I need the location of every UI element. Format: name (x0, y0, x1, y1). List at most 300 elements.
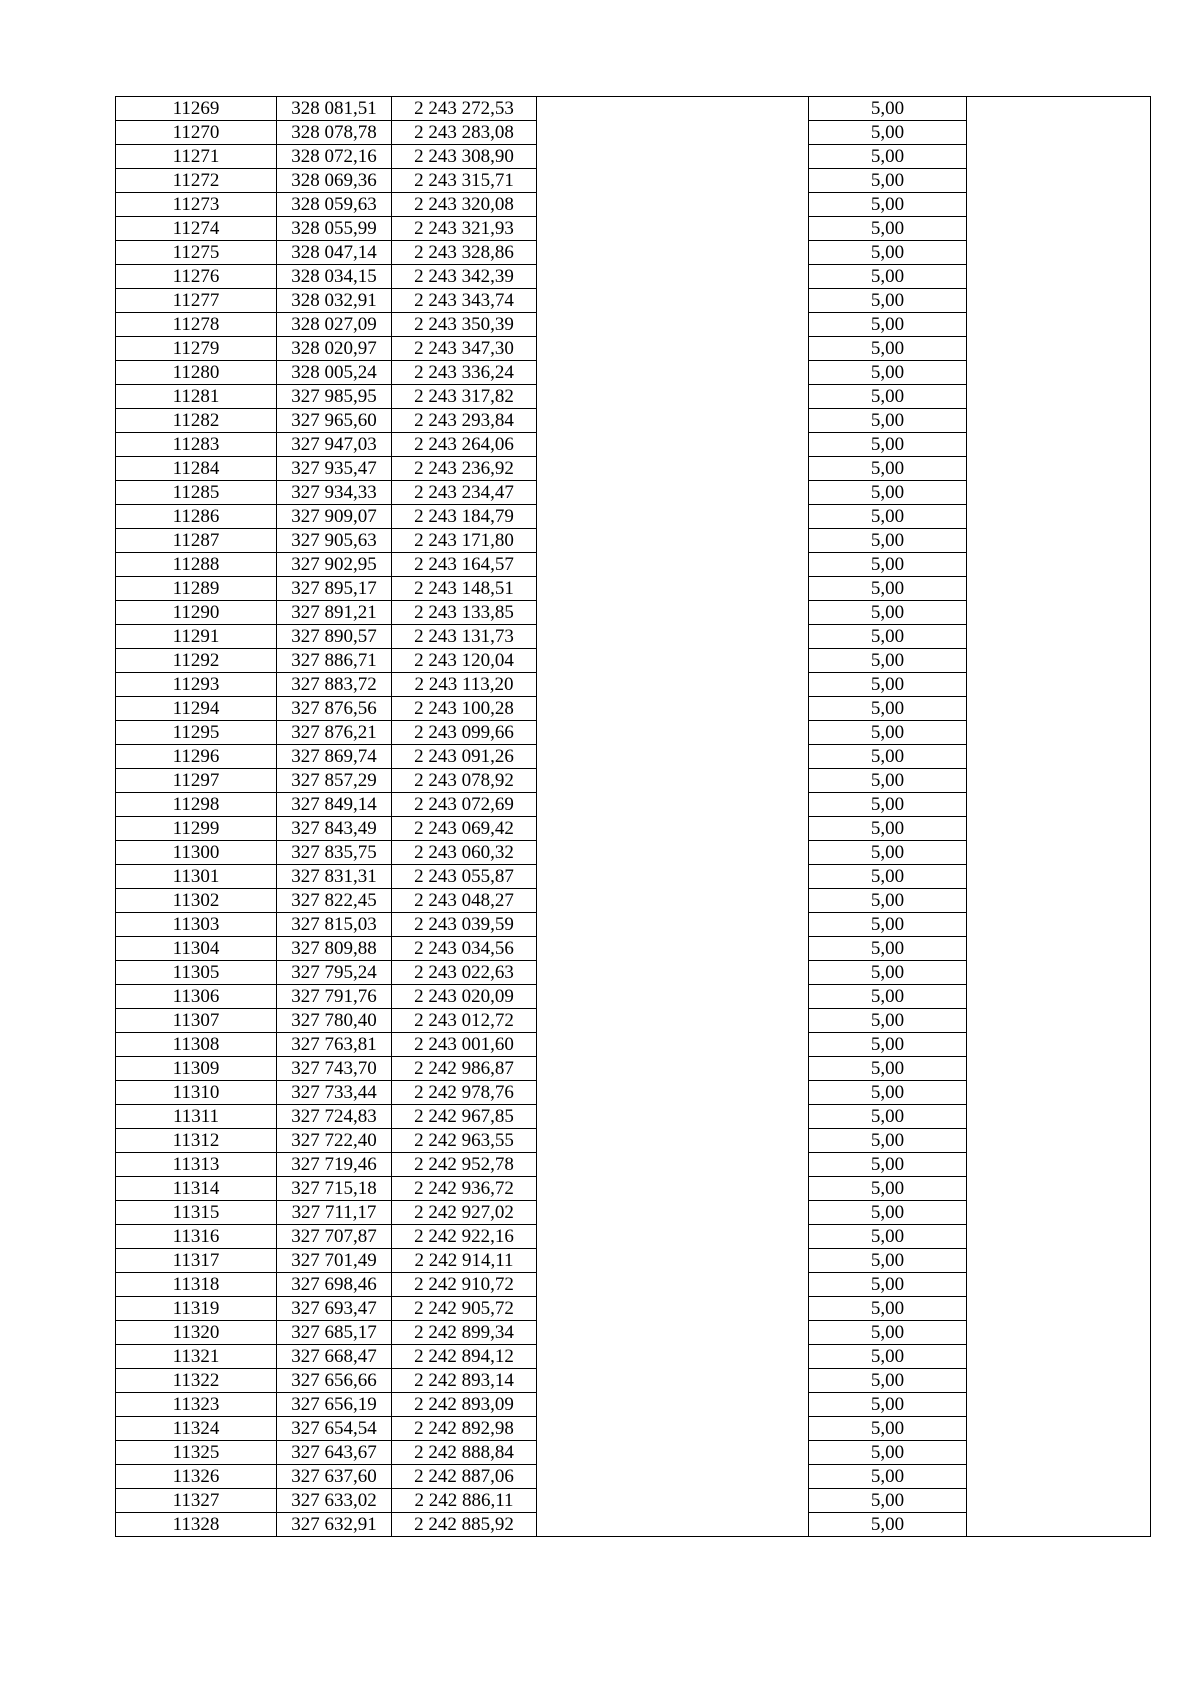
value-cell: 5,00 (809, 1273, 967, 1297)
empty-cell (967, 625, 1151, 649)
value-cell: 5,00 (809, 985, 967, 1009)
y-coordinate-cell: 2 243 012,72 (392, 1009, 537, 1033)
table-row (116, 1441, 1151, 1465)
value-cell: 5,00 (809, 1105, 967, 1129)
value-cell: 5,00 (809, 121, 967, 145)
empty-cell (537, 841, 809, 865)
empty-cell (967, 865, 1151, 889)
table-row (116, 289, 1151, 313)
y-coordinate-cell: 2 243 164,57 (392, 553, 537, 577)
empty-cell (967, 961, 1151, 985)
point-number-cell: 11281 (116, 385, 277, 409)
value-cell: 5,00 (809, 625, 967, 649)
point-number-cell: 11292 (116, 649, 277, 673)
value-cell: 5,00 (809, 1153, 967, 1177)
x-coordinate-cell: 327 934,33 (277, 481, 392, 505)
x-coordinate-cell: 327 715,18 (277, 1177, 392, 1201)
empty-cell (967, 313, 1151, 337)
empty-cell (537, 169, 809, 193)
table-row (116, 1513, 1151, 1537)
empty-cell (537, 721, 809, 745)
point-number-cell: 11317 (116, 1249, 277, 1273)
point-number-cell: 11276 (116, 265, 277, 289)
table-row (116, 793, 1151, 817)
table-row (116, 337, 1151, 361)
empty-cell (967, 1033, 1151, 1057)
empty-cell (967, 1273, 1151, 1297)
empty-cell (967, 1369, 1151, 1393)
empty-cell (537, 121, 809, 145)
table-row (116, 1417, 1151, 1441)
empty-cell (537, 1489, 809, 1513)
empty-cell (967, 529, 1151, 553)
value-cell: 5,00 (809, 217, 967, 241)
empty-cell (967, 121, 1151, 145)
value-cell: 5,00 (809, 1057, 967, 1081)
point-number-cell: 11299 (116, 817, 277, 841)
y-coordinate-cell: 2 242 978,76 (392, 1081, 537, 1105)
y-coordinate-cell: 2 242 888,84 (392, 1441, 537, 1465)
empty-cell (967, 265, 1151, 289)
y-coordinate-cell: 2 243 321,93 (392, 217, 537, 241)
value-cell: 5,00 (809, 1513, 967, 1537)
x-coordinate-cell: 327 822,45 (277, 889, 392, 913)
table-row (116, 865, 1151, 889)
empty-cell (537, 1033, 809, 1057)
x-coordinate-cell: 328 059,63 (277, 193, 392, 217)
x-coordinate-cell: 327 809,88 (277, 937, 392, 961)
table-row (116, 1273, 1151, 1297)
point-number-cell: 11323 (116, 1393, 277, 1417)
table-row (116, 1393, 1151, 1417)
empty-cell (537, 457, 809, 481)
x-coordinate-cell: 327 795,24 (277, 961, 392, 985)
empty-cell (967, 1393, 1151, 1417)
value-cell: 5,00 (809, 313, 967, 337)
x-coordinate-cell: 327 693,47 (277, 1297, 392, 1321)
empty-cell (967, 1153, 1151, 1177)
x-coordinate-cell: 327 849,14 (277, 793, 392, 817)
empty-cell (537, 1081, 809, 1105)
empty-cell (537, 1417, 809, 1441)
point-number-cell: 11288 (116, 553, 277, 577)
empty-cell (967, 577, 1151, 601)
empty-cell (537, 817, 809, 841)
x-coordinate-cell: 327 886,71 (277, 649, 392, 673)
x-coordinate-cell: 327 698,46 (277, 1273, 392, 1297)
empty-cell (537, 265, 809, 289)
table-row (116, 673, 1151, 697)
point-number-cell: 11284 (116, 457, 277, 481)
y-coordinate-cell: 2 243 343,74 (392, 289, 537, 313)
empty-cell (537, 241, 809, 265)
y-coordinate-cell: 2 242 893,09 (392, 1393, 537, 1417)
value-cell: 5,00 (809, 1033, 967, 1057)
empty-cell (537, 433, 809, 457)
x-coordinate-cell: 327 643,67 (277, 1441, 392, 1465)
value-cell: 5,00 (809, 1465, 967, 1489)
empty-cell (967, 1225, 1151, 1249)
y-coordinate-cell: 2 243 078,92 (392, 769, 537, 793)
x-coordinate-cell: 327 876,21 (277, 721, 392, 745)
empty-cell (967, 1513, 1151, 1537)
y-coordinate-cell: 2 242 887,06 (392, 1465, 537, 1489)
x-coordinate-cell: 327 656,19 (277, 1393, 392, 1417)
empty-cell (537, 697, 809, 721)
y-coordinate-cell: 2 242 885,92 (392, 1513, 537, 1537)
value-cell: 5,00 (809, 745, 967, 769)
table-row (116, 529, 1151, 553)
empty-cell (537, 337, 809, 361)
table-row (116, 145, 1151, 169)
y-coordinate-cell: 2 243 048,27 (392, 889, 537, 913)
y-coordinate-cell: 2 242 967,85 (392, 1105, 537, 1129)
point-number-cell: 11314 (116, 1177, 277, 1201)
point-number-cell: 11302 (116, 889, 277, 913)
value-cell: 5,00 (809, 193, 967, 217)
y-coordinate-cell: 2 243 184,79 (392, 505, 537, 529)
y-coordinate-cell: 2 243 347,30 (392, 337, 537, 361)
point-number-cell: 11291 (116, 625, 277, 649)
table-row (116, 1057, 1151, 1081)
table-row (116, 457, 1151, 481)
point-number-cell: 11309 (116, 1057, 277, 1081)
y-coordinate-cell: 2 243 100,28 (392, 697, 537, 721)
point-number-cell: 11296 (116, 745, 277, 769)
empty-cell (967, 433, 1151, 457)
empty-cell (967, 1345, 1151, 1369)
value-cell: 5,00 (809, 97, 967, 121)
x-coordinate-cell: 327 857,29 (277, 769, 392, 793)
empty-cell (967, 145, 1151, 169)
empty-cell (967, 601, 1151, 625)
point-number-cell: 11328 (116, 1513, 277, 1537)
x-coordinate-cell: 327 791,76 (277, 985, 392, 1009)
x-coordinate-cell: 328 020,97 (277, 337, 392, 361)
y-coordinate-cell: 2 243 120,04 (392, 649, 537, 673)
y-coordinate-cell: 2 243 342,39 (392, 265, 537, 289)
empty-cell (537, 865, 809, 889)
value-cell: 5,00 (809, 1177, 967, 1201)
x-coordinate-cell: 328 072,16 (277, 145, 392, 169)
y-coordinate-cell: 2 243 315,71 (392, 169, 537, 193)
table-row (116, 169, 1151, 193)
empty-cell (967, 1057, 1151, 1081)
table-row (116, 1465, 1151, 1489)
table-row (116, 697, 1151, 721)
empty-cell (537, 1009, 809, 1033)
empty-cell (537, 649, 809, 673)
point-number-cell: 11321 (116, 1345, 277, 1369)
point-number-cell: 11286 (116, 505, 277, 529)
table-row (116, 1489, 1151, 1513)
empty-cell (967, 1081, 1151, 1105)
empty-cell (537, 1441, 809, 1465)
value-cell: 5,00 (809, 1417, 967, 1441)
y-coordinate-cell: 2 243 034,56 (392, 937, 537, 961)
empty-cell (537, 505, 809, 529)
empty-cell (537, 1153, 809, 1177)
table-row (116, 481, 1151, 505)
empty-cell (537, 217, 809, 241)
table-row (116, 769, 1151, 793)
table-row (116, 577, 1151, 601)
empty-cell (537, 769, 809, 793)
empty-cell (967, 289, 1151, 313)
empty-cell (967, 1465, 1151, 1489)
x-coordinate-cell: 327 843,49 (277, 817, 392, 841)
x-coordinate-cell: 327 724,83 (277, 1105, 392, 1129)
table-row (116, 841, 1151, 865)
value-cell: 5,00 (809, 337, 967, 361)
value-cell: 5,00 (809, 841, 967, 865)
x-coordinate-cell: 327 722,40 (277, 1129, 392, 1153)
y-coordinate-cell: 2 243 328,86 (392, 241, 537, 265)
table-row (116, 97, 1151, 121)
y-coordinate-cell: 2 242 927,02 (392, 1201, 537, 1225)
x-coordinate-cell: 328 047,14 (277, 241, 392, 265)
empty-cell (537, 1465, 809, 1489)
empty-cell (537, 1321, 809, 1345)
empty-cell (967, 169, 1151, 193)
empty-cell (967, 1249, 1151, 1273)
point-number-cell: 11282 (116, 409, 277, 433)
empty-cell (537, 145, 809, 169)
empty-cell (537, 193, 809, 217)
x-coordinate-cell: 327 902,95 (277, 553, 392, 577)
table-row (116, 1105, 1151, 1129)
point-number-cell: 11300 (116, 841, 277, 865)
y-coordinate-cell: 2 242 910,72 (392, 1273, 537, 1297)
point-number-cell: 11311 (116, 1105, 277, 1129)
y-coordinate-cell: 2 242 892,98 (392, 1417, 537, 1441)
table-row (116, 889, 1151, 913)
y-coordinate-cell: 2 243 069,42 (392, 817, 537, 841)
empty-cell (967, 457, 1151, 481)
empty-cell (537, 385, 809, 409)
y-coordinate-cell: 2 243 091,26 (392, 745, 537, 769)
x-coordinate-cell: 327 707,87 (277, 1225, 392, 1249)
value-cell: 5,00 (809, 145, 967, 169)
y-coordinate-cell: 2 243 336,24 (392, 361, 537, 385)
x-coordinate-cell: 327 876,56 (277, 697, 392, 721)
x-coordinate-cell: 327 763,81 (277, 1033, 392, 1057)
value-cell: 5,00 (809, 1297, 967, 1321)
x-coordinate-cell: 327 656,66 (277, 1369, 392, 1393)
point-number-cell: 11322 (116, 1369, 277, 1393)
empty-cell (537, 1297, 809, 1321)
y-coordinate-cell: 2 243 148,51 (392, 577, 537, 601)
y-coordinate-cell: 2 243 113,20 (392, 673, 537, 697)
y-coordinate-cell: 2 243 131,73 (392, 625, 537, 649)
point-number-cell: 11298 (116, 793, 277, 817)
empty-cell (967, 1441, 1151, 1465)
table-row (116, 1153, 1151, 1177)
y-coordinate-cell: 2 242 905,72 (392, 1297, 537, 1321)
value-cell: 5,00 (809, 961, 967, 985)
value-cell: 5,00 (809, 1489, 967, 1513)
empty-cell (967, 1129, 1151, 1153)
point-number-cell: 11312 (116, 1129, 277, 1153)
table-row (116, 1177, 1151, 1201)
value-cell: 5,00 (809, 289, 967, 313)
point-number-cell: 11294 (116, 697, 277, 721)
table-row (116, 745, 1151, 769)
table-row (116, 553, 1151, 577)
point-number-cell: 11310 (116, 1081, 277, 1105)
y-coordinate-cell: 2 242 914,11 (392, 1249, 537, 1273)
empty-cell (967, 769, 1151, 793)
empty-cell (967, 1297, 1151, 1321)
point-number-cell: 11318 (116, 1273, 277, 1297)
point-number-cell: 11280 (116, 361, 277, 385)
x-coordinate-cell: 327 685,17 (277, 1321, 392, 1345)
point-number-cell: 11289 (116, 577, 277, 601)
value-cell: 5,00 (809, 1201, 967, 1225)
empty-cell (537, 1273, 809, 1297)
empty-cell (537, 601, 809, 625)
x-coordinate-cell: 328 081,51 (277, 97, 392, 121)
value-cell: 5,00 (809, 433, 967, 457)
point-number-cell: 11295 (116, 721, 277, 745)
table-row (116, 1297, 1151, 1321)
empty-cell (967, 409, 1151, 433)
x-coordinate-cell: 327 668,47 (277, 1345, 392, 1369)
point-number-cell: 11305 (116, 961, 277, 985)
value-cell: 5,00 (809, 1081, 967, 1105)
value-cell: 5,00 (809, 1393, 967, 1417)
point-number-cell: 11313 (116, 1153, 277, 1177)
value-cell: 5,00 (809, 889, 967, 913)
table-row (116, 1249, 1151, 1273)
table-row (116, 241, 1151, 265)
empty-cell (967, 553, 1151, 577)
point-number-cell: 11326 (116, 1465, 277, 1489)
point-number-cell: 11269 (116, 97, 277, 121)
x-coordinate-cell: 327 711,17 (277, 1201, 392, 1225)
x-coordinate-cell: 327 909,07 (277, 505, 392, 529)
empty-cell (967, 481, 1151, 505)
point-number-cell: 11279 (116, 337, 277, 361)
empty-cell (537, 1225, 809, 1249)
table-row (116, 265, 1151, 289)
value-cell: 5,00 (809, 913, 967, 937)
value-cell: 5,00 (809, 505, 967, 529)
table-row (116, 985, 1151, 1009)
empty-cell (537, 1105, 809, 1129)
x-coordinate-cell: 327 637,60 (277, 1465, 392, 1489)
table-row (116, 385, 1151, 409)
value-cell: 5,00 (809, 529, 967, 553)
empty-cell (967, 1009, 1151, 1033)
y-coordinate-cell: 2 243 317,82 (392, 385, 537, 409)
point-number-cell: 11272 (116, 169, 277, 193)
empty-cell (967, 673, 1151, 697)
empty-cell (967, 1417, 1151, 1441)
table-row (116, 1033, 1151, 1057)
table-row (116, 121, 1151, 145)
value-cell: 5,00 (809, 865, 967, 889)
table-row (116, 937, 1151, 961)
empty-cell (967, 841, 1151, 865)
empty-cell (967, 241, 1151, 265)
y-coordinate-cell: 2 243 022,63 (392, 961, 537, 985)
table-row (116, 1345, 1151, 1369)
empty-cell (967, 217, 1151, 241)
empty-cell (967, 985, 1151, 1009)
value-cell: 5,00 (809, 577, 967, 601)
coordinates-table (115, 96, 1151, 1537)
empty-cell (967, 505, 1151, 529)
empty-cell (537, 625, 809, 649)
table-row (116, 217, 1151, 241)
y-coordinate-cell: 2 243 020,09 (392, 985, 537, 1009)
point-number-cell: 11303 (116, 913, 277, 937)
empty-cell (967, 793, 1151, 817)
x-coordinate-cell: 327 895,17 (277, 577, 392, 601)
empty-cell (967, 385, 1151, 409)
point-number-cell: 11270 (116, 121, 277, 145)
empty-cell (537, 1249, 809, 1273)
x-coordinate-cell: 328 069,36 (277, 169, 392, 193)
point-number-cell: 11320 (116, 1321, 277, 1345)
table-row (116, 361, 1151, 385)
empty-cell (967, 913, 1151, 937)
table-row (116, 1009, 1151, 1033)
y-coordinate-cell: 2 242 899,34 (392, 1321, 537, 1345)
value-cell: 5,00 (809, 385, 967, 409)
value-cell: 5,00 (809, 601, 967, 625)
x-coordinate-cell: 327 905,63 (277, 529, 392, 553)
x-coordinate-cell: 327 947,03 (277, 433, 392, 457)
x-coordinate-cell: 327 815,03 (277, 913, 392, 937)
empty-cell (537, 889, 809, 913)
empty-cell (537, 529, 809, 553)
table-row (116, 1225, 1151, 1249)
point-number-cell: 11283 (116, 433, 277, 457)
y-coordinate-cell: 2 243 283,08 (392, 121, 537, 145)
point-number-cell: 11315 (116, 1201, 277, 1225)
y-coordinate-cell: 2 243 060,32 (392, 841, 537, 865)
point-number-cell: 11307 (116, 1009, 277, 1033)
empty-cell (537, 361, 809, 385)
empty-cell (537, 1369, 809, 1393)
y-coordinate-cell: 2 243 133,85 (392, 601, 537, 625)
value-cell: 5,00 (809, 1345, 967, 1369)
value-cell: 5,00 (809, 721, 967, 745)
y-coordinate-cell: 2 242 952,78 (392, 1153, 537, 1177)
empty-cell (537, 673, 809, 697)
empty-cell (537, 313, 809, 337)
table-row (116, 961, 1151, 985)
table-row (116, 1081, 1151, 1105)
y-coordinate-cell: 2 243 264,06 (392, 433, 537, 457)
value-cell: 5,00 (809, 649, 967, 673)
x-coordinate-cell: 327 743,70 (277, 1057, 392, 1081)
point-number-cell: 11278 (116, 313, 277, 337)
value-cell: 5,00 (809, 241, 967, 265)
empty-cell (537, 577, 809, 601)
y-coordinate-cell: 2 243 350,39 (392, 313, 537, 337)
x-coordinate-cell: 327 780,40 (277, 1009, 392, 1033)
empty-cell (537, 937, 809, 961)
x-coordinate-cell: 328 078,78 (277, 121, 392, 145)
value-cell: 5,00 (809, 169, 967, 193)
point-number-cell: 11273 (116, 193, 277, 217)
x-coordinate-cell: 327 965,60 (277, 409, 392, 433)
empty-cell (967, 337, 1151, 361)
empty-cell (967, 1105, 1151, 1129)
